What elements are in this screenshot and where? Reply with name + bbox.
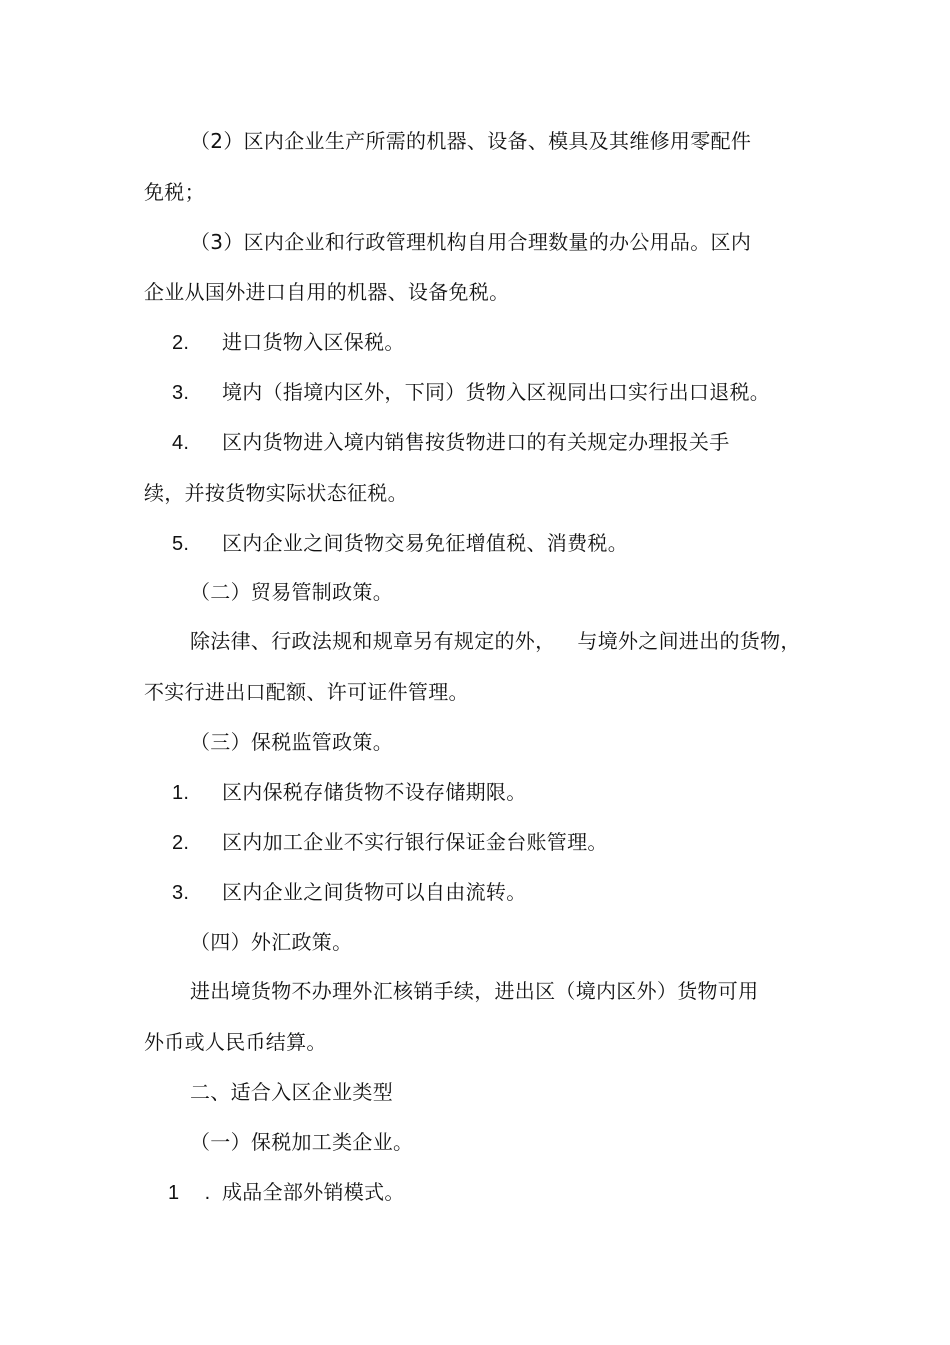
item-text: 境内（指境内区外，下同）货物入区视同出口实行出口退税。 xyxy=(222,380,771,404)
numbered-item xyxy=(172,879,527,906)
numbered-item xyxy=(172,779,527,806)
heading-text: （二）贸易管制政策。 xyxy=(190,580,393,604)
line-text: 免税； xyxy=(144,180,205,204)
numbered-item xyxy=(172,429,730,456)
paragraph-line xyxy=(190,978,758,1004)
line-text: （3）区内企业和行政管理机构自用合理数量的办公用品。区内 xyxy=(190,230,752,254)
item-number: 2. xyxy=(172,332,190,354)
line-text: 除法律、行政法规和规章另有规定的外， xyxy=(190,629,556,653)
item-number: 3. xyxy=(172,382,190,404)
item-text: 进口货物入区保税。 xyxy=(222,330,405,354)
line-text: 外币或人民币结算。 xyxy=(144,1030,327,1054)
line-text: 续，并按货物实际状态征税。 xyxy=(144,481,408,505)
paragraph-line xyxy=(144,279,509,305)
line-text: 与境外之间进出的货物， xyxy=(577,629,801,653)
item-number: 2. xyxy=(172,832,190,854)
numbered-item xyxy=(172,329,405,356)
line-text: 企业从国外进口自用的机器、设备免税。 xyxy=(144,280,510,304)
section-heading xyxy=(190,1129,413,1155)
paragraph-line xyxy=(190,229,751,255)
section-heading xyxy=(190,579,393,605)
line-text: 进出境货物不办理外汇核销手续，进出区（境内区外）货物可用 xyxy=(190,979,759,1003)
item-text: 区内企业之间货物可以自由流转。 xyxy=(222,880,527,904)
item-number: 5. xyxy=(172,533,190,555)
paragraph-line xyxy=(144,1029,327,1055)
item-number: 1. xyxy=(172,782,190,804)
item-number: 3. xyxy=(172,882,190,904)
heading-text: 二、适合入区企业类型 xyxy=(190,1080,393,1104)
numbered-item xyxy=(172,530,628,557)
numbered-item xyxy=(168,1179,405,1206)
line-text: 不实行进出口配额、许可证件管理。 xyxy=(144,680,469,704)
heading-text: （三）保税监管政策。 xyxy=(190,730,393,754)
section-heading xyxy=(190,729,393,755)
item-text: 区内保税存储货物不设存储期限。 xyxy=(222,780,527,804)
paragraph-line xyxy=(190,128,751,154)
chapter-heading xyxy=(190,1079,393,1105)
paragraph-line xyxy=(144,480,408,506)
numbered-item xyxy=(172,829,608,856)
heading-text: （四）外汇政策。 xyxy=(190,930,353,954)
item-text: 区内企业之间货物交易免征增值税、消费税。 xyxy=(222,531,628,555)
numbered-item xyxy=(172,379,770,406)
item-text: 区内加工企业不实行银行保证金台账管理。 xyxy=(222,830,608,854)
item-number: 1 . xyxy=(168,1182,221,1204)
item-number: 4. xyxy=(172,432,190,454)
paragraph-line xyxy=(144,179,205,205)
heading-text: （一）保税加工类企业。 xyxy=(190,1130,414,1154)
paragraph-line xyxy=(190,628,801,654)
paragraph-line xyxy=(144,679,469,705)
item-text: 区内货物进入境内销售按货物进口的有关规定办理报关手 xyxy=(222,430,730,454)
item-text: 成品全部外销模式。 xyxy=(222,1180,405,1204)
line-text: （2）区内企业生产所需的机器、设备、模具及其维修用零配件 xyxy=(190,129,752,153)
section-heading xyxy=(190,929,352,955)
